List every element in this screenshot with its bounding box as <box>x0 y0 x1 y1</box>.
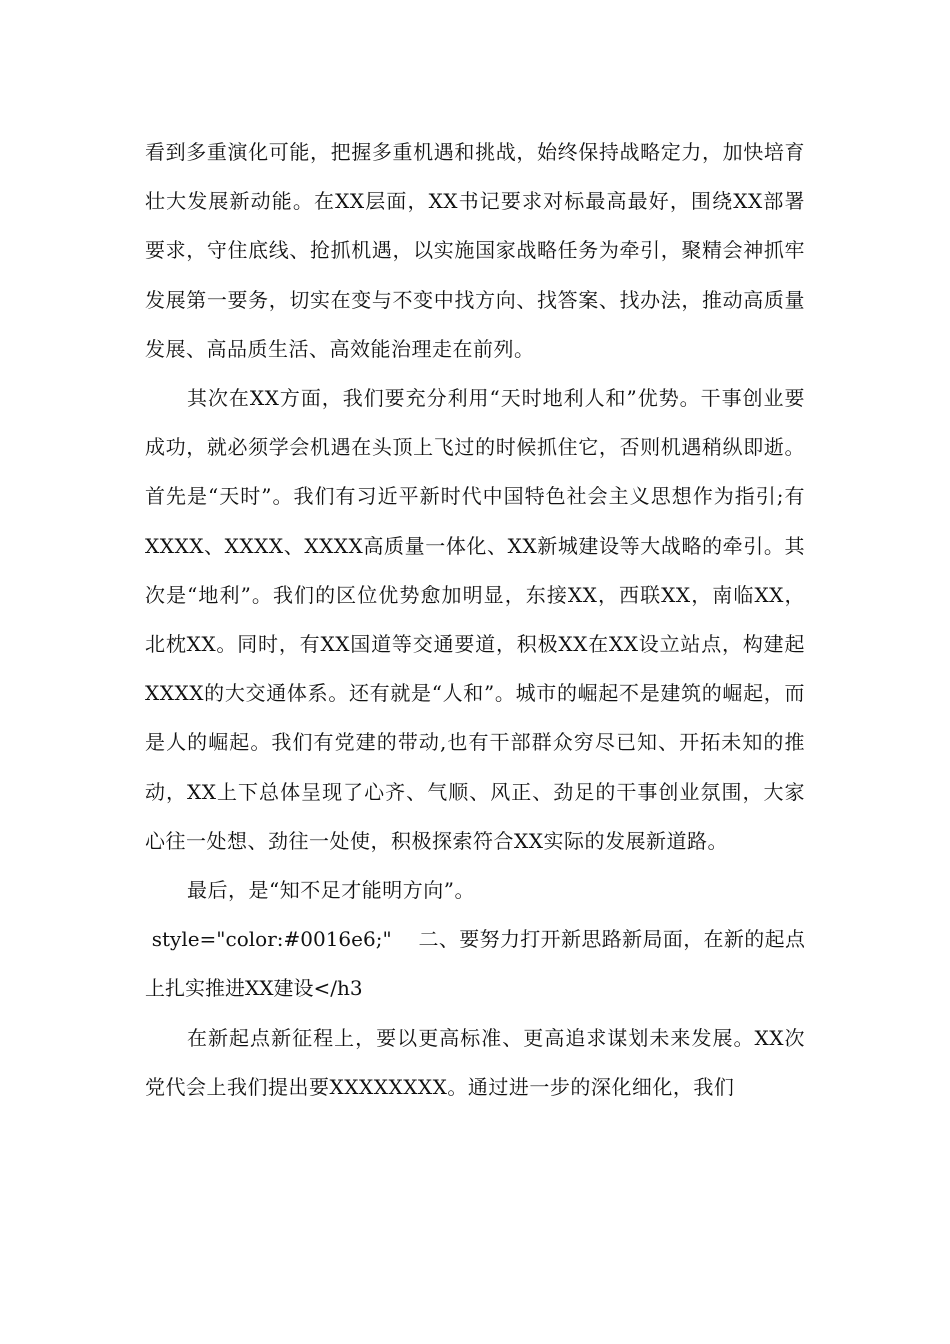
paragraph-new-starting-point: 在新起点新征程上，要以更高标准、更高追求谋划未来发展。XX次党代会上我们提出要XXXXXXXX。通过进一步的深化细化，我们 <box>145 1025 805 1099</box>
paragraph-strategy-continuation: 看到多重演化可能，把握多重机遇和挑战，始终保持战略定力，加快培育壮大发展新动能。在XX层面，XX书记要求对标最高最好，围绕XX部署要求，守住底线、抢抓机遇，以实施国家战略任务为牵引，聚精会神抓牢发展第一要务，切实在变与不变中找方向、找答案、找办法，推动高质量发展、高品质生活、高效能治理走在前列。 <box>145 140 805 361</box>
paragraph-section-heading-raw: style="color:#0016e6;" 二、要努力打开新思路新局面，在新的起点上扎实推进XX建设</h3 <box>145 927 805 1001</box>
document-body <box>145 128 805 1112</box>
paragraph-finally: 最后，是“知不足才能明方向”。 <box>187 878 475 903</box>
paragraph-advantages: 其次在XX方面，我们要充分利用“天时地利人和”优势。干事创业要成功，就必须学会机遇在头顶上飞过的时候抓住它，否则机遇稍纵即逝。首先是“天时”。我们有习近平新时代中国特色社会主义思想作为指引;有XXXX、XXXX、XXXX高质量一体化、XX新城建设等大战略的牵引。其次是“地利”。我们的区位优势愈加明显，东接XX，西联XX，南临XX，北枕XX。同时，有XX国道等交通要道，积极XX在XX设立站点，构建起XXXX的大交通体系。还有就是“人和”。城市的崛起不是建筑的崛起，而是人的崛起。我们有党建的带动,也有干部群众穷尽已知、开拓未知的推动，XX上下总体呈现了心齐、气顺、风正、劲足的干事创业氛围，大家心往一处想、劲往一处使，积极探索符合XX实际的发展新道路。 <box>145 386 805 853</box>
